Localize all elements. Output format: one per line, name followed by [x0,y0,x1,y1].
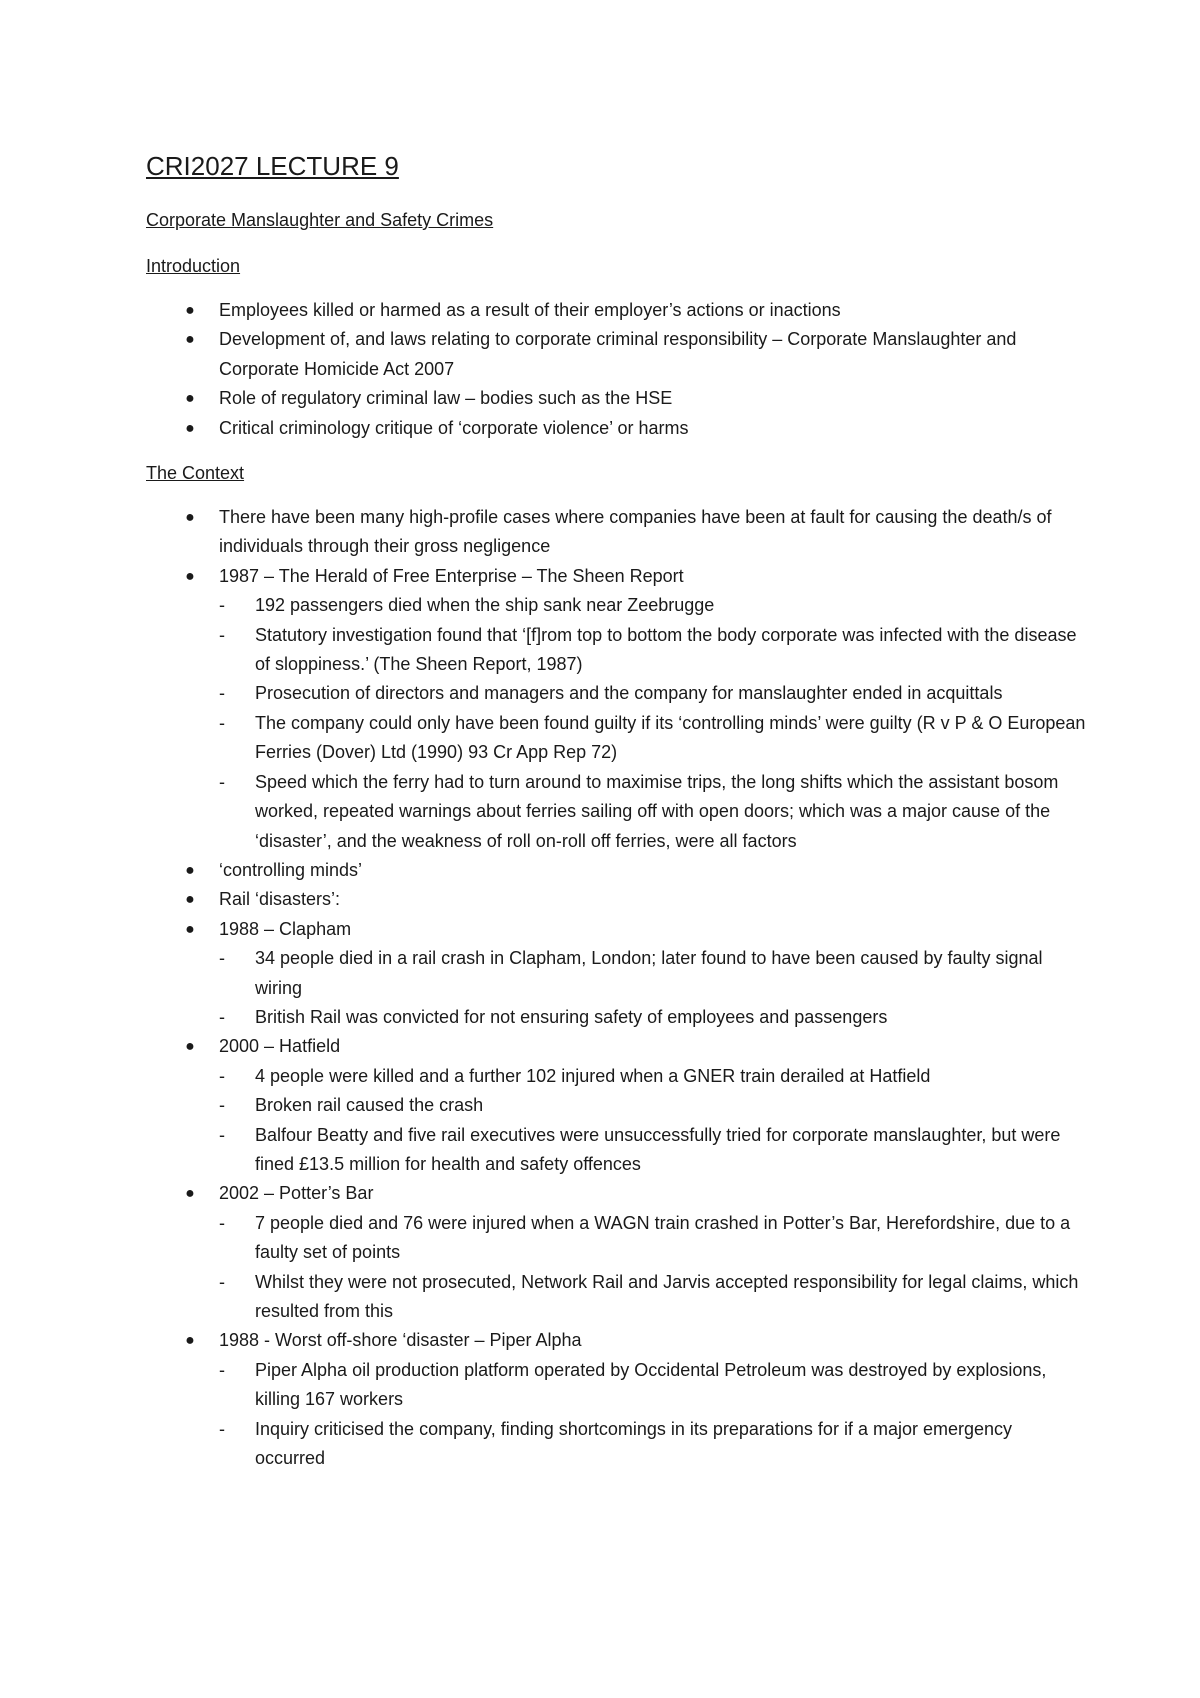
sub-list-item [146,1209,1086,1268]
bullet-icon: ● [185,920,195,938]
sub-list-item-text: Statutory investigation found that ‘[f]rom top to bottom the body corporate was infected with the disease of sloppiness.’ (The Sheen Report, 1987) [255,624,1077,675]
sub-list-item [146,768,1086,856]
bullet-list [146,296,1086,443]
sub-list-item-text: Piper Alpha oil production platform operated by Occidental Petroleum was destroyed by explosions, killing 167 workers [255,1359,1047,1410]
list-item-text: 1988 – Clapham [219,918,352,939]
sub-list-item-text: 4 people were killed and a further 102 injured when a GNER train derailed at Hatfield [255,1065,931,1086]
sub-list-item [146,1003,1086,1032]
list-item-text: ‘controlling minds’ [219,859,363,880]
list-item-text: Role of regulatory criminal law – bodies such as the HSE [219,388,673,409]
sub-list-item [146,1121,1086,1180]
bullet-icon: ● [185,302,195,319]
list-item [146,1032,1086,1179]
list-item [146,562,1086,856]
list-item [146,325,1086,384]
bullet-list [146,503,1086,1473]
dash-icon: - [219,595,225,616]
sub-list-item [146,944,1086,1003]
list-item-text: 2002 – Potter’s Bar [219,1183,374,1204]
sub-list-item-text: Prosecution of directors and managers and the company for manslaughter ended in acquittals [255,683,1003,704]
document-subtitle: Corporate Manslaughter and Safety Crimes [146,210,494,230]
sub-list-item [146,591,1086,620]
list-item [146,414,1086,443]
sub-list-item-text: The company could only have been found guilty if its ‘controlling minds’ were guilty (R v P & O European Ferries (Dover) Ltd (1990) 93 Cr App Rep 72) [255,712,1086,763]
sections-container [146,254,1086,1473]
bullet-icon: ● [185,390,195,408]
dash-icon: - [219,1359,225,1380]
sub-list-item-text: 192 passengers died when the ship sank near Zeebrugge [255,595,715,616]
sub-list [219,944,1086,1032]
list-item [146,1326,1086,1473]
dash-icon: - [219,1271,225,1292]
document-body [146,150,1086,1491]
dash-icon: - [219,948,225,969]
bullet-icon: ● [185,567,195,585]
sub-list-item-text: Balfour Beatty and five rail executives were unsuccessfully tried for corporate manslaughter, but were fined £13.5 million for health and safety offences [255,1124,1061,1174]
dash-icon: - [219,1095,225,1116]
list-item-text: Development of, and laws relating to corporate criminal responsibility – Corporate Manslaughter and Corporate Homicide Act 2007 [219,329,1017,379]
dash-icon: - [219,1006,225,1027]
dash-icon: - [219,1065,225,1086]
bullet-icon: ● [185,1185,195,1203]
bullet-icon: ● [185,509,195,527]
bullet-icon: ● [185,419,195,437]
dash-icon: - [219,683,225,704]
dash-icon: - [219,624,225,645]
sub-list-item [146,621,1086,680]
list-item [146,915,1086,1033]
sub-list-item [146,1091,1086,1120]
dash-icon: - [219,1418,225,1439]
sub-list-item-text: 7 people died and 76 were injured when a WAGN train crashed in Potter’s Bar, Herefordshire, due to a faulty set of points [255,1212,1071,1263]
document-title: CRI2027 LECTURE 9 [146,151,399,181]
bullet-icon: ● [185,861,195,879]
sub-list-item-text: Inquiry criticised the company, finding shortcomings in its preparations for if a major emergency occurred [255,1418,1013,1469]
list-item [146,1179,1086,1326]
sub-list-item [146,1268,1086,1327]
sub-list-item-text: 34 people died in a rail crash in Clapham, London; later found to have been caused by faulty signal wiring [255,948,1043,998]
sub-list [219,591,1086,856]
bullet-icon: ● [185,1332,195,1350]
sub-list-item [146,1062,1086,1091]
list-item-text: 1988 - Worst off-shore ‘disaster – Piper Alpha [219,1330,582,1351]
sub-list-item [146,679,1086,708]
list-item-text: 1987 – The Herald of Free Enterprise – The Sheen Report [219,565,684,586]
sub-list-item [146,709,1086,768]
list-item [146,384,1086,413]
list-item-text: Rail ‘disasters’: [219,889,341,910]
list-item [146,296,1086,325]
dash-icon: - [219,771,225,792]
sub-list [219,1062,1086,1180]
sub-list [219,1209,1086,1327]
list-item-text: 2000 – Hatfield [219,1036,341,1057]
sub-list-item-text: Whilst they were not prosecuted, Network Rail and Jarvis accepted responsibility for legal claims, which resulted from this [255,1271,1079,1321]
list-item [146,503,1086,562]
section-heading: The Context [146,463,245,484]
bullet-icon: ● [185,891,195,909]
list-item [146,856,1086,885]
sub-list-item-text: British Rail was convicted for not ensuring safety of employees and passengers [255,1006,888,1027]
list-item-text: Employees killed or harmed as a result of their employer’s actions or inactions [219,300,841,320]
sub-list-item-text: Speed which the ferry had to turn around to maximise trips, the long shifts which the assistant bosom worked, repeated warnings about ferries sailing off with open doors; which was a major cause of the ‘disaster’, and the weakness of roll on-roll off ferries, were all factors [255,771,1059,851]
bullet-icon: ● [185,331,195,349]
sub-list-item [146,1415,1086,1474]
sub-list [219,1356,1086,1474]
section-heading: Introduction [146,256,241,276]
sub-list-item [146,1356,1086,1415]
list-item-text: There have been many high-profile cases where companies have been at fault for causing the death/s of individuals through their gross negligence [219,507,1052,557]
sub-list-item-text: Broken rail caused the crash [255,1095,484,1116]
list-item [146,885,1086,914]
dash-icon: - [219,1124,225,1145]
bullet-icon: ● [185,1038,195,1056]
dash-icon: - [219,712,225,733]
list-item-text: Critical criminology critique of ‘corporate violence’ or harms [219,417,689,438]
dash-icon: - [219,1212,225,1233]
